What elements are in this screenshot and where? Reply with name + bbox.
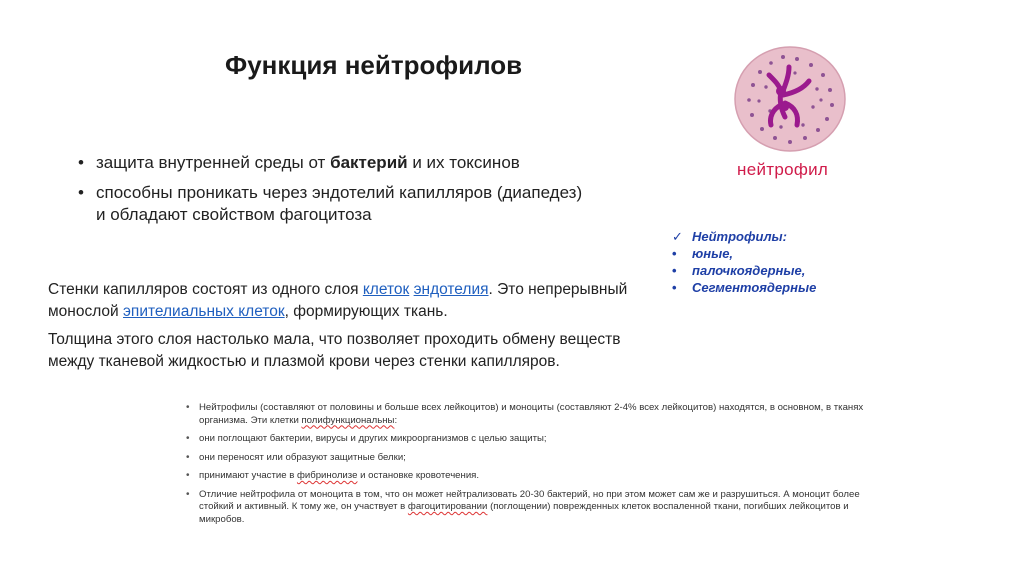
list-item <box>186 402 866 427</box>
note-text: и остановке кровотечения. <box>357 470 480 481</box>
link-endothelium[interactable]: эндотелия <box>413 281 489 298</box>
spellcheck-word: полифункциональны <box>301 414 395 426</box>
list-item <box>672 245 816 262</box>
type-item: палочкоядерные, <box>692 263 806 278</box>
note-text: они поглощают бактерии, вирусы и других микроорганизмов с целью защиты; <box>199 433 547 444</box>
list-item <box>186 489 866 527</box>
list-item <box>186 470 866 483</box>
type-item: Сегментоядерные <box>692 280 817 295</box>
note-text: Нейтрофилы (составляют от половины и больше всех лейкоцитов) и моноциты (составляют 2-4% всех лейкоцитов) находятся, в основном, в тканях организма. Эти клетки <box>199 402 864 426</box>
note-text: Отличие нейтрофила от моноцита в том, что он может нейтрализовать 20-30 бактерий, но при этом может сам же и разрушиться. А моноцит более стойкий и активный. К тому же, он участвует в <box>199 488 860 512</box>
bullet-bold-text: бактерий <box>330 153 408 172</box>
types-heading-row <box>672 228 816 245</box>
spellcheck-word: фагоцитировании <box>407 501 488 512</box>
list-item <box>672 279 816 296</box>
list-item <box>672 262 816 279</box>
types-heading: Нейтрофилы: <box>692 229 787 244</box>
bullet-icon: • <box>672 280 677 295</box>
paragraph-text: . Это непрерывный монослой <box>48 281 628 320</box>
spellcheck-word: фибринолизе <box>296 470 358 481</box>
list-item <box>76 152 596 174</box>
checkmark-icon: ✓ <box>672 229 683 244</box>
bullet-icon: • <box>672 263 677 278</box>
note-text: (поглощении) поврежденных клеток воспаленной ткани, погибших лейкоцитов и микробов. <box>199 501 849 525</box>
neutrophil-types-list <box>672 228 816 296</box>
paragraph-text: , формирующих ткань. <box>284 303 448 320</box>
type-item: юные, <box>692 246 734 261</box>
note-text: : <box>394 414 398 426</box>
bullet-text: способны проникать через эндотелий капилляров (диапедез) и обладают свойством фагоцитоза <box>96 183 583 224</box>
notes-list <box>186 402 866 532</box>
link-epithelial-cells[interactable]: эпителиальных клеток <box>123 303 285 320</box>
list-item <box>186 433 866 446</box>
neutrophil-caption: нейтрофил <box>737 160 829 179</box>
page-title: Функция нейтрофилов <box>225 50 523 80</box>
bullet-text: и их токсинов <box>407 153 520 172</box>
link-cells[interactable]: клеток <box>362 281 410 298</box>
list-item <box>186 452 866 465</box>
neutrophil-cell-image <box>733 45 848 153</box>
note-text: они переносят или образуют защитные белки; <box>199 451 406 463</box>
list-item <box>76 182 596 226</box>
bullet-icon: • <box>672 246 677 261</box>
note-text: принимают участие в <box>199 470 297 481</box>
paragraph-text: Стенки капилляров состоят из одного слоя <box>48 281 363 298</box>
bullet-text: защита внутренней среды от <box>96 153 331 172</box>
thickness-paragraph: Толщина этого слоя настолько мала, что позволяет проходить обмену веществ между тканевой жидкостью и плазмой крови через стенки капилляров. <box>48 331 621 370</box>
function-list <box>76 152 596 234</box>
capillary-paragraph <box>48 279 628 323</box>
